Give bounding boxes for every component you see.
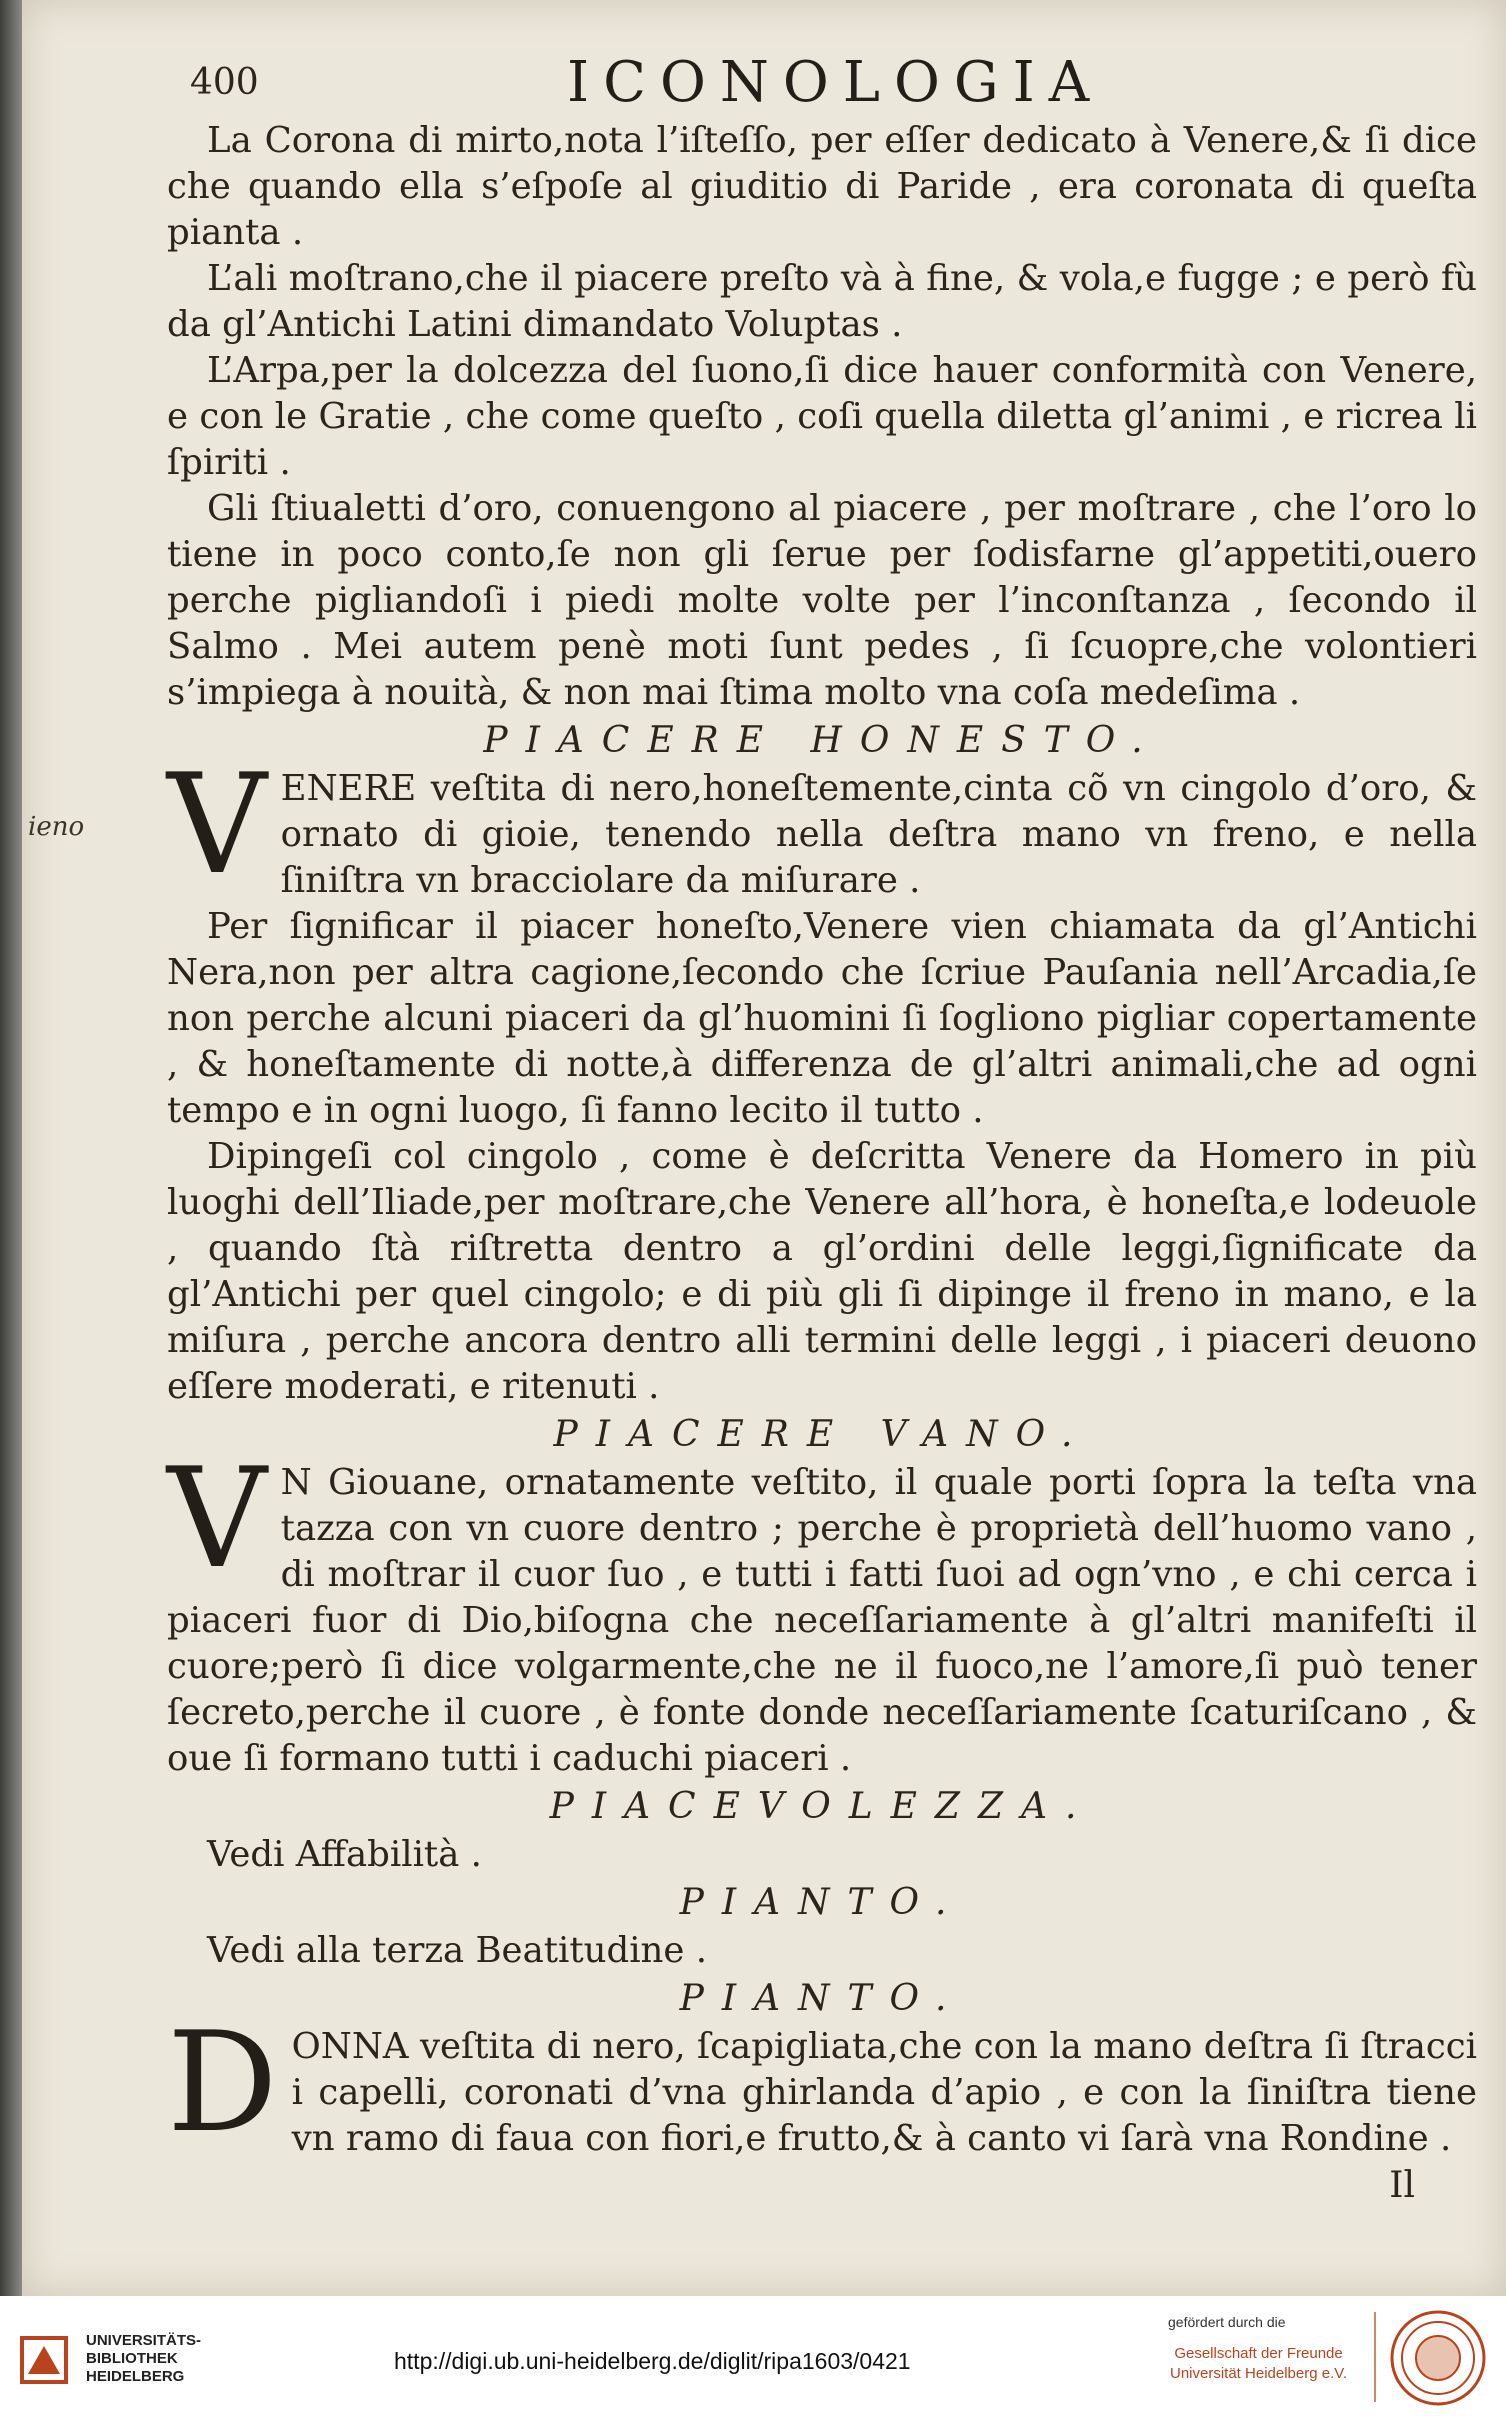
section-heading-pianto-1: PIANTO. — [679, 1882, 965, 1923]
section-first-paragraph: ONNA veſtita di nero, ſcapigliata,che con la mano deſtra ſi ſtracci i capelli, coronati d’vna ghirlanda d’apio , e con la ſiniſtra tiene vn ramo di faua con fiori,e frutto,& à canto vi ſarà vna Rondine . — [291, 2026, 1477, 2159]
margin-note: ieno — [28, 812, 85, 842]
catchword: Il — [1389, 2165, 1415, 2206]
section-heading-pianto-2: PIANTO. — [679, 1978, 965, 2019]
section-first-paragraph: N Giouane, ornatamente veſtito, il quale porti ſopra la teſta vna tazza con vn cuore dentro ; perche è proprietà dell’huomo vano , di moſtrar il cuor ſuo , e tutti i fatti ſuoi ad ogn’vno , e chi cerca i piaceri fuor di Dio,biſogna che neceſſariamente à gl’altri manifeſti il cuore;però ſi dice volgarmente,che ne il fuoco,ne l’amore,ſi può tener ſecreto,perche il cuore , è fonte donde neceſſariamente ſcaturiſcano , & oue ſi formano tutti i caduchi piaceri . — [167, 1462, 1477, 1779]
section-heading-piacere-honesto: PIACERE HONESTO. — [483, 720, 1161, 761]
funded-by-label: gefördert durch die — [1168, 2314, 1286, 2330]
library-name — [86, 2332, 201, 2386]
page-header — [172, 50, 1492, 115]
paragraph-stiualetti: Gli ſtiualetti d’oro, conuengono al piacere , per moſtrare , che l’oro lo tiene in poco conto,ſe non gli ſerue per ſodisfarne gl’appetiti,ouero perche pigliandoſi i piedi molte volte per l’inconſtanza , ſecondo il Salmo . Mei autem penè moti ſunt pedes , ſi ſcuopre,che volontieri s’impiega à nouità, & non mai ſtima molto vna coſa medeſima . — [167, 488, 1477, 713]
section-text-piacere-honesto — [167, 744, 1477, 905]
paragraph-cingolo: Dipingeſi col cingolo , come è deſcritta Venere da Homero in più luoghi dell’Iliade,per moſtrare,che Venere all’hora, è honeſta,e lodeuole , quando ſtà riſtretta dentro a gl’ordini delle leggi,ſignificate da gl’Antichi per quel cingolo; e di più gli ſi dipinge il freno in mano, e la miſura , perche ancora dentro alli termini delle leggi , i piaceri deuono eſſere moderati, e ritenuti . — [167, 1136, 1477, 1407]
section-text-piacere-vano — [167, 1438, 1477, 1782]
drop-cap: D — [167, 2002, 278, 2163]
library-logo-icon — [18, 2334, 70, 2386]
library-name-line: BIBLIOTHEK — [86, 2350, 178, 2367]
page-number: 400 — [190, 62, 259, 103]
section-heading-piacere-vano: PIACERE VANO. — [553, 1414, 1091, 1455]
body-text — [167, 118, 1477, 2210]
society-name-line: Universität Heidelberg e.V. — [1170, 2365, 1348, 2382]
drop-cap: V — [167, 1438, 267, 1599]
paragraph-corona: La Corona di mirto,nota l’iſteſſo, per eſſer dedicato à Venere,& ſi dice che quando ella s’eſpoſe al giuditio di Paride , era coronata di queſta pianta . — [167, 120, 1477, 253]
paragraph-ali: L’ali moſtrano,che il piacere preſto và à fine, & vola,e fugge ; e però fù da gl’Antichi Latini dimandato Voluptas . — [167, 258, 1477, 345]
section-first-paragraph: ENERE veſtita di nero,honeſtemente,cinta cõ vn cingolo d’oro, & ornato di gioie, tenendo nella deſtra mano vn freno, e nella ſiniſtra vn bracciolare da miſurare . — [280, 768, 1477, 901]
footer-divider — [1374, 2312, 1376, 2402]
cross-reference: Vedi alla terza Beatitudine . — [207, 1930, 707, 1971]
running-title: ICONOLOGIA — [567, 50, 1104, 115]
digital-copy-url-link[interactable]: http://digi.ub.uni-heidelberg.de/diglit/ripa1603/0421 — [394, 2348, 911, 2374]
book-binding-edge — [0, 0, 22, 2296]
paragraph-nera: Per ſignificar il piacer honeſto,Venere vien chiamata da gl’Antichi Nera,non per altra cagione,ſecondo che ſcriue Pauſania nell’Arcadia,ſe non perche alcuni piaceri da gl’huomini ſi ſogliono pigliar copertamente , & honeſtamente di notte,à differenza de gl’altri animali,che ad ogni tempo e in ogni luogo, ſi fanno lecito il tutto . — [167, 906, 1477, 1131]
cross-reference: Vedi Affabilità . — [207, 1834, 482, 1875]
book-page — [22, 0, 1506, 2296]
society-name — [1170, 2344, 1347, 2384]
library-name-line: UNIVERSITÄTS- — [86, 2332, 202, 2349]
library-name-line: HEIDELBERG — [86, 2368, 185, 2385]
section-text-pianto — [167, 2002, 1477, 2163]
footer-bar — [0, 2296, 1506, 2416]
paragraph-arpa: L’Arpa,per la dolcezza del ſuono,ſi dice hauer conformità con Venere, e con le Gratie , che come queſto , coſi quella diletta gl’animi , e ricrea li ſpiriti . — [167, 350, 1477, 483]
society-name-line: Gesellschaft der Freunde — [1174, 2345, 1343, 2362]
drop-cap: V — [167, 744, 267, 905]
university-seal-icon — [1388, 2308, 1488, 2408]
section-heading-piacevolezza: PIACEVOLEZZA. — [549, 1786, 1095, 1827]
